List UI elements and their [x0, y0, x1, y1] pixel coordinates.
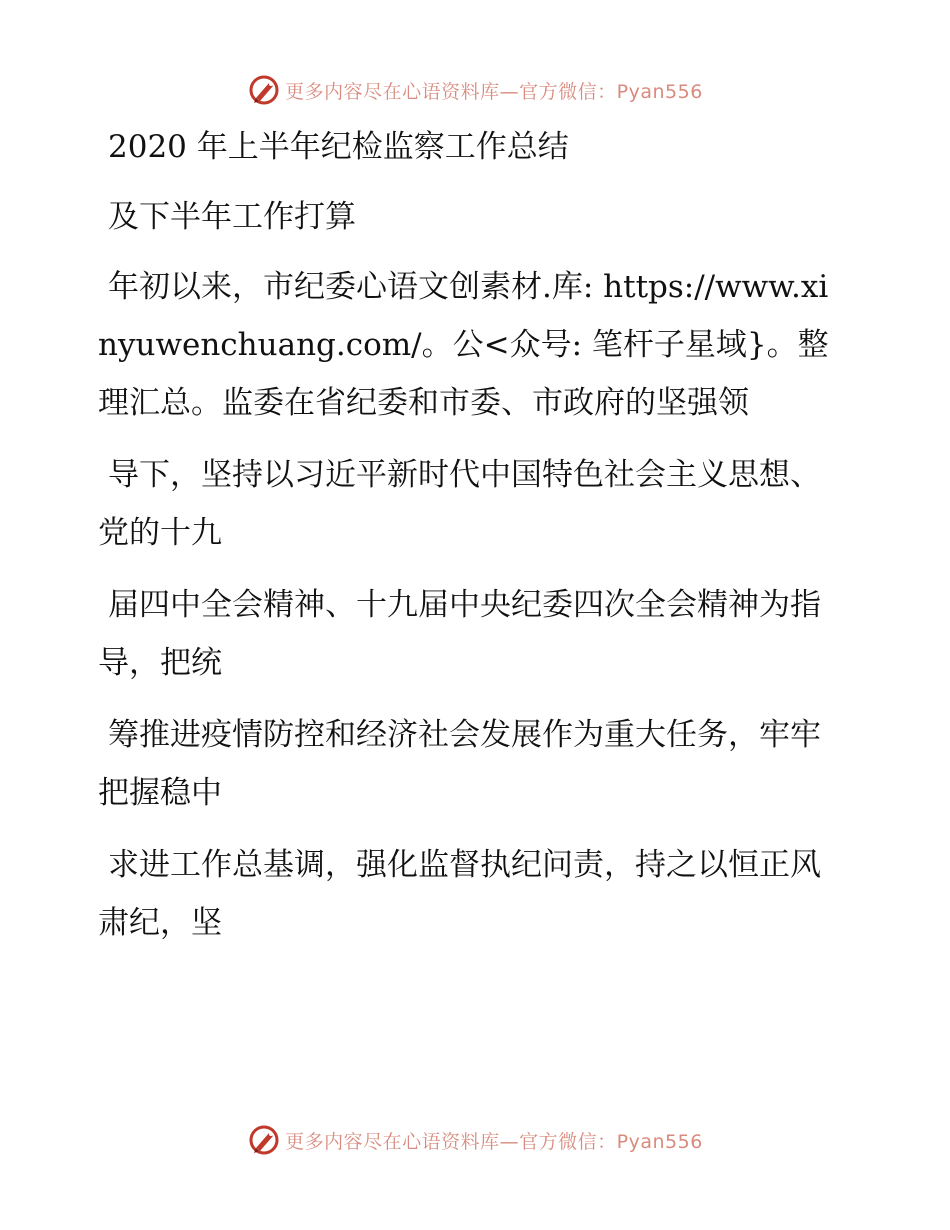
- document-body: [98, 118, 834, 966]
- pen-logo-icon: [247, 1123, 281, 1157]
- pen-logo-icon: [247, 73, 281, 107]
- document-title-line-1: 2020 年上半年纪检监察工作总结: [108, 129, 569, 165]
- document-paragraph: 筹推进疫情防控和经济社会发展作为重大任务，牢牢把握稳中: [98, 717, 821, 811]
- document-title-line-2: 及下半年工作打算: [108, 199, 356, 235]
- document-paragraph: 届四中全会精神、十九届中央纪委四次全会精神为指导，把统: [98, 587, 821, 681]
- footer-banner-text: 更多内容尽在心语资料库—官方微信：Pyan556: [285, 1130, 703, 1153]
- document-paragraph: 求进工作总基调，强化监督执纪问责，持之以恒正风肃纪，坚: [98, 847, 821, 941]
- header-banner: [0, 70, 950, 110]
- document-paragraph: 年初以来，市纪委心语文创素材.库: https://www.xinyuwenchuang.com/。公<众号: 笔杆子星域}。整理汇总。监委在省纪委和市委、市政府的坚强领: [98, 269, 829, 421]
- footer-banner: [0, 1120, 950, 1160]
- document-paragraph: 导下，坚持以习近平新时代中国特色社会主义思想、党的十九: [98, 457, 821, 551]
- header-banner-text: 更多内容尽在心语资料库—官方微信：Pyan556: [285, 80, 703, 103]
